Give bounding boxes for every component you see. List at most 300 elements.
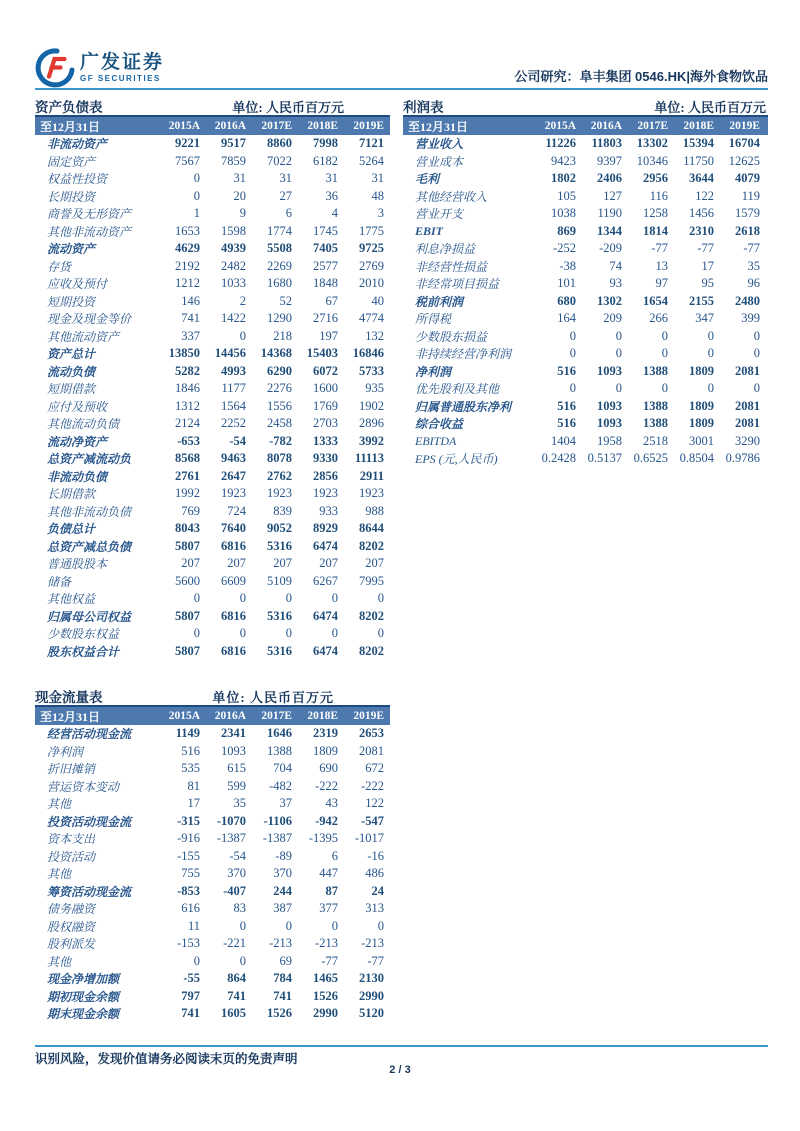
cell-value: 6816 (221, 643, 246, 658)
cell-value: 6474 (313, 538, 338, 553)
cell-value: -782 (269, 433, 292, 448)
cell-value: 0 (707, 328, 714, 343)
cell-value: 1814 (643, 223, 668, 238)
cell-value: 7405 (313, 241, 338, 256)
cell-value: 988 (365, 503, 384, 518)
cell-value: 2990 (359, 988, 384, 1003)
table-row (35, 363, 390, 381)
cell-value: 6072 (313, 363, 338, 378)
cell-value: 40 (371, 293, 384, 308)
row-label: 总资产减流动负 (47, 452, 132, 467)
cell-value: 839 (273, 503, 292, 518)
cell-value: 1388 (643, 416, 668, 431)
cell-value: 16846 (352, 346, 384, 361)
table-row (403, 345, 768, 363)
cell-value: 20 (233, 188, 246, 203)
cell-value: 31 (279, 171, 292, 186)
cell-value: 97 (655, 276, 668, 291)
cell-value: 1605 (221, 1006, 246, 1021)
cell-value: 741 (227, 988, 246, 1003)
cell-value: 11 (187, 918, 200, 933)
row-label: 投资活动 (47, 849, 96, 864)
cell-value: 5120 (359, 1006, 384, 1021)
gf-securities-logo (35, 48, 164, 88)
cell-value: 2081 (735, 398, 760, 413)
cell-value: 516 (181, 743, 200, 758)
cell-value: 755 (181, 866, 200, 881)
cell-value: 4774 (359, 311, 384, 326)
cashflow-statement-table (35, 686, 390, 1023)
cell-value: 2130 (359, 971, 384, 986)
table-body (403, 135, 768, 468)
row-label: 权益性投资 (47, 172, 108, 187)
cell-value: 1526 (313, 988, 338, 1003)
cell-value: 2716 (313, 311, 338, 326)
cell-value: 2618 (735, 223, 760, 238)
cell-value: 9 (239, 206, 246, 221)
row-label: 税前利润 (415, 294, 464, 309)
cell-value: 9725 (359, 241, 384, 256)
row-label: 非流动资产 (47, 137, 108, 152)
cell-value: -77 (697, 241, 714, 256)
row-label: EPS (元,人民币) (415, 452, 498, 467)
year-column-header: 2015A (168, 120, 200, 132)
cell-value: 127 (603, 188, 622, 203)
cell-value: -853 (177, 883, 200, 898)
cell-value: 1958 (597, 433, 622, 448)
cell-value: 387 (273, 901, 292, 916)
cell-value: 1564 (221, 398, 246, 413)
row-label: 流动资产 (47, 242, 96, 257)
cell-value: 2 (239, 293, 246, 308)
cell-value: 377 (319, 901, 338, 916)
cell-value: 81 (187, 778, 200, 793)
cell-value: 370 (227, 866, 246, 881)
row-label: 营运资本变动 (47, 779, 120, 794)
table-row (35, 398, 390, 416)
cell-value: 5316 (267, 608, 292, 623)
year-column-header: 2015A (168, 710, 200, 722)
cell-value: 2703 (313, 416, 338, 431)
row-label: 非流动负债 (47, 469, 108, 484)
cell-value: 35 (233, 796, 246, 811)
cell-value: 5508 (267, 241, 292, 256)
cell-value: 615 (227, 761, 246, 776)
year-column-header: 2019E (729, 120, 760, 132)
cell-value: 4939 (221, 241, 246, 256)
cell-value: 7859 (221, 153, 246, 168)
cell-value: 10346 (636, 153, 668, 168)
row-label: 营业开支 (415, 207, 464, 222)
cell-value: 1902 (359, 398, 384, 413)
cell-value: 0 (331, 591, 338, 606)
cell-value: 6474 (313, 643, 338, 658)
cell-value: 1923 (313, 486, 338, 501)
cell-value: 0 (331, 918, 338, 933)
cell-value: 0 (661, 328, 668, 343)
row-label: 综合收益 (415, 417, 464, 432)
cell-value: 1333 (313, 433, 338, 448)
cell-value: 0 (707, 381, 714, 396)
cell-value: 724 (227, 503, 246, 518)
cell-value: -1070 (216, 813, 246, 828)
cell-value: 741 (181, 311, 200, 326)
income-statement-table (403, 96, 768, 468)
balance-sheet-table (35, 96, 390, 660)
cell-value: 690 (319, 761, 338, 776)
cell-value: 11113 (354, 451, 384, 466)
row-label: 营业收入 (415, 137, 464, 152)
cell-value: 0 (569, 346, 576, 361)
row-label: 其他经营收入 (415, 189, 488, 204)
table-row (35, 900, 390, 918)
cell-value: 0 (239, 591, 246, 606)
cell-value: 207 (273, 556, 292, 571)
cell-value: 2276 (267, 381, 292, 396)
cell-value: 1526 (267, 1006, 292, 1021)
row-label: 投资活动现金流 (47, 814, 132, 829)
cell-value: 3290 (735, 433, 760, 448)
table-row (35, 625, 390, 643)
cell-value: 0.8504 (679, 451, 714, 466)
cell-value: 105 (557, 188, 576, 203)
cell-value: -153 (177, 936, 200, 951)
cell-value: 4079 (735, 171, 760, 186)
table-body (35, 725, 390, 1023)
cell-value: 9463 (221, 451, 246, 466)
cell-value: 17 (187, 796, 200, 811)
row-label: 现金净增加额 (47, 972, 120, 987)
cell-value: -38 (559, 258, 576, 273)
cell-value: 83 (233, 901, 246, 916)
cell-value: -547 (361, 813, 384, 828)
cell-value: 2192 (175, 258, 200, 273)
table-row (35, 538, 390, 556)
row-label: 股利派发 (47, 937, 96, 952)
cell-value: 52 (279, 293, 292, 308)
year-column-header: 2018E (307, 710, 338, 722)
cell-value: 5807 (175, 643, 200, 658)
table-row (35, 935, 390, 953)
cell-value: 1149 (175, 726, 200, 741)
cell-value: 207 (319, 556, 338, 571)
row-label: 净利润 (47, 744, 84, 759)
logo-cn-text: 广发证券 (80, 52, 165, 73)
cell-value: 486 (365, 866, 384, 881)
cell-value: 7567 (175, 153, 200, 168)
cell-value: 2081 (359, 743, 384, 758)
table-heading (35, 686, 390, 705)
year-column-header: 2016A (214, 710, 246, 722)
cell-value: 0 (377, 626, 384, 641)
cell-value: 864 (227, 971, 246, 986)
table-row (35, 988, 390, 1006)
cell-value: 1093 (221, 743, 246, 758)
cell-value: 0 (569, 381, 576, 396)
page-number: 2 / 3 (389, 1064, 411, 1076)
cell-value: 0 (615, 328, 622, 343)
cell-value: 741 (273, 988, 292, 1003)
cell-value: 1404 (551, 433, 576, 448)
row-label: 净利润 (415, 364, 452, 379)
cell-value: 6474 (313, 608, 338, 623)
cell-value: 0 (285, 591, 292, 606)
cell-value: -1106 (263, 813, 292, 828)
cell-value: 1422 (221, 311, 246, 326)
cell-value: 0 (569, 328, 576, 343)
cell-value: 4993 (221, 363, 246, 378)
cell-value: 0 (193, 171, 200, 186)
year-column-header: 2018E (307, 120, 338, 132)
row-label: 短期投资 (47, 294, 96, 309)
date-column-header: 至12月31日 (40, 119, 101, 134)
cell-value: -213 (269, 936, 292, 951)
cell-value: 8202 (359, 608, 384, 623)
table-column-header-row (35, 115, 390, 135)
cell-value: 0 (193, 188, 200, 203)
gf-logo-icon (35, 48, 75, 88)
table-row (35, 450, 390, 468)
logo-en-text: GF SECURITIES (80, 74, 161, 83)
cell-value: 0 (285, 918, 292, 933)
table-row (35, 555, 390, 573)
table-row (35, 760, 390, 778)
cell-value: 1809 (313, 743, 338, 758)
cell-value: 9423 (551, 153, 576, 168)
cell-value: 1923 (221, 486, 246, 501)
table-row (35, 135, 390, 153)
cell-value: -221 (223, 936, 246, 951)
cell-value: 1646 (267, 726, 292, 741)
cell-value: 1258 (643, 206, 668, 221)
cell-value: 2269 (267, 258, 292, 273)
cell-value: 741 (181, 1006, 200, 1021)
cell-value: 2252 (221, 416, 246, 431)
cell-value: 12625 (728, 153, 760, 168)
cell-value: 704 (273, 761, 292, 776)
table-row (35, 433, 390, 451)
cell-value: 7022 (267, 153, 292, 168)
row-label: 经营活动现金流 (47, 727, 132, 742)
table-row (403, 328, 768, 346)
cell-value: 1033 (221, 276, 246, 291)
table-title: 利润表 (403, 100, 444, 115)
date-column-header: 至12月31日 (40, 709, 101, 724)
cell-value: 0 (239, 328, 246, 343)
cell-value: 869 (557, 223, 576, 238)
cell-value: 95 (701, 276, 714, 291)
cell-value: 24 (371, 883, 384, 898)
cell-value: 0 (239, 918, 246, 933)
table-row (35, 345, 390, 363)
row-label: 其他流动资产 (47, 329, 120, 344)
cell-value: 2911 (359, 468, 384, 483)
cell-value: 0.9786 (725, 451, 760, 466)
cell-value: -222 (361, 778, 384, 793)
cell-value: 164 (557, 311, 576, 326)
cell-value: 2762 (267, 468, 292, 483)
cell-value: 132 (365, 328, 384, 343)
cell-value: 2577 (313, 258, 338, 273)
table-row (35, 848, 390, 866)
cell-value: 9221 (175, 136, 200, 151)
cell-value: 6816 (221, 608, 246, 623)
cell-value: -1395 (308, 831, 338, 846)
cell-value: 5733 (359, 363, 384, 378)
cell-value: -315 (177, 813, 200, 828)
row-label: 负债总计 (47, 522, 96, 537)
cell-value: 1038 (551, 206, 576, 221)
cell-value: 1809 (689, 398, 714, 413)
row-label: 股权融资 (47, 919, 96, 934)
cell-value: 0 (331, 626, 338, 641)
cell-value: 1456 (689, 206, 714, 221)
cell-value: -155 (177, 848, 200, 863)
cell-value: 1923 (359, 486, 384, 501)
table-row (35, 503, 390, 521)
row-label: 少数股东权益 (47, 627, 120, 642)
cell-value: 35 (747, 258, 760, 273)
cell-value: 1745 (313, 223, 338, 238)
cell-value: 43 (325, 796, 338, 811)
cell-value: 2081 (735, 416, 760, 431)
cell-value: 2406 (597, 171, 622, 186)
table-heading (35, 96, 390, 115)
cell-value: 7640 (221, 521, 246, 536)
footer-divider (35, 1045, 768, 1047)
cell-value: 2480 (735, 293, 760, 308)
table-row (35, 188, 390, 206)
row-label: 应收及预付 (47, 277, 108, 292)
year-column-header: 2017E (261, 120, 292, 132)
row-label: 存货 (47, 259, 72, 274)
row-label: 其他非流动资产 (47, 224, 132, 239)
cell-value: 0 (193, 953, 200, 968)
cell-value: 769 (181, 503, 200, 518)
cell-value: 797 (181, 988, 200, 1003)
cell-value: 516 (557, 398, 576, 413)
table-row (35, 520, 390, 538)
cell-value: 1923 (267, 486, 292, 501)
row-label: 流动负债 (47, 364, 96, 379)
cell-value: 3001 (689, 433, 714, 448)
cell-value: 1302 (597, 293, 622, 308)
cell-value: 1344 (597, 223, 622, 238)
cell-value: 1992 (175, 486, 200, 501)
cell-value: 2458 (267, 416, 292, 431)
cell-value: 15403 (306, 346, 338, 361)
cell-value: 7998 (313, 136, 338, 151)
row-label: 归属母公司权益 (47, 609, 132, 624)
cell-value: 3644 (689, 171, 714, 186)
row-label: 营业成本 (415, 154, 464, 169)
cell-value: 2081 (735, 363, 760, 378)
cell-value: 0 (753, 328, 760, 343)
year-column-header: 2015A (544, 120, 576, 132)
table-row (35, 795, 390, 813)
logo-wordmark (80, 53, 164, 83)
row-label: 其他权益 (47, 592, 96, 607)
row-label: 其他 (47, 797, 72, 812)
cell-value: 69 (279, 953, 292, 968)
cell-value: 207 (227, 556, 246, 571)
table-row (35, 415, 390, 433)
cell-value: 516 (557, 416, 576, 431)
cell-value: 6290 (267, 363, 292, 378)
row-label: 商誉及无形资产 (47, 207, 132, 222)
cell-value: 8202 (359, 643, 384, 658)
cell-value: 15394 (682, 136, 714, 151)
table-row (403, 380, 768, 398)
cell-value: 1556 (267, 398, 292, 413)
cell-value: 933 (319, 503, 338, 518)
cell-value: 370 (273, 866, 292, 881)
table-row (35, 240, 390, 258)
row-label: 现金及现金等价 (47, 312, 132, 327)
cell-value: 31 (233, 171, 246, 186)
cell-value: 3992 (359, 433, 384, 448)
table-row (35, 590, 390, 608)
cell-value: 6 (285, 206, 292, 221)
cell-value: 8644 (359, 521, 384, 536)
cell-value: 218 (273, 328, 292, 343)
table-row (403, 170, 768, 188)
cell-value: 0 (285, 626, 292, 641)
cell-value: 31 (325, 171, 338, 186)
cell-value: 1848 (313, 276, 338, 291)
row-label: 所得税 (415, 312, 452, 327)
cell-value: 7121 (359, 136, 384, 151)
cell-value: 0 (661, 381, 668, 396)
cell-value: 1388 (643, 363, 668, 378)
table-column-header-row (403, 115, 768, 135)
cell-value: 2341 (221, 726, 246, 741)
table-row (403, 363, 768, 381)
table-row (35, 293, 390, 311)
cell-value: 6816 (221, 538, 246, 553)
cell-value: 209 (603, 311, 622, 326)
table-row (35, 970, 390, 988)
cell-value: 244 (273, 883, 292, 898)
cell-value: 8929 (313, 521, 338, 536)
cell-value: 96 (747, 276, 760, 291)
table-row (35, 170, 390, 188)
cell-value: 347 (695, 311, 714, 326)
cell-value: 101 (557, 276, 576, 291)
cell-value: 0 (239, 626, 246, 641)
cell-value: 1802 (551, 171, 576, 186)
cell-value: -252 (553, 241, 576, 256)
cell-value: 6267 (313, 573, 338, 588)
cell-value: 14368 (260, 346, 292, 361)
table-row (35, 608, 390, 626)
row-label: 期末现金余额 (47, 1007, 120, 1022)
cell-value: 680 (557, 293, 576, 308)
cell-value: 2482 (221, 258, 246, 273)
cell-value: 6 (331, 848, 338, 863)
cell-value: 146 (181, 293, 200, 308)
cell-value: 1190 (597, 206, 622, 221)
cell-value: 1774 (267, 223, 292, 238)
cell-value: -653 (177, 433, 200, 448)
cell-value: -213 (315, 936, 338, 951)
table-row (403, 188, 768, 206)
cell-value: -1387 (216, 831, 246, 846)
table-unit-label: 单位: 人民币百万元 (212, 690, 334, 705)
cell-value: 13 (655, 258, 668, 273)
cell-value: 7995 (359, 573, 384, 588)
year-column-header: 2016A (590, 120, 622, 132)
